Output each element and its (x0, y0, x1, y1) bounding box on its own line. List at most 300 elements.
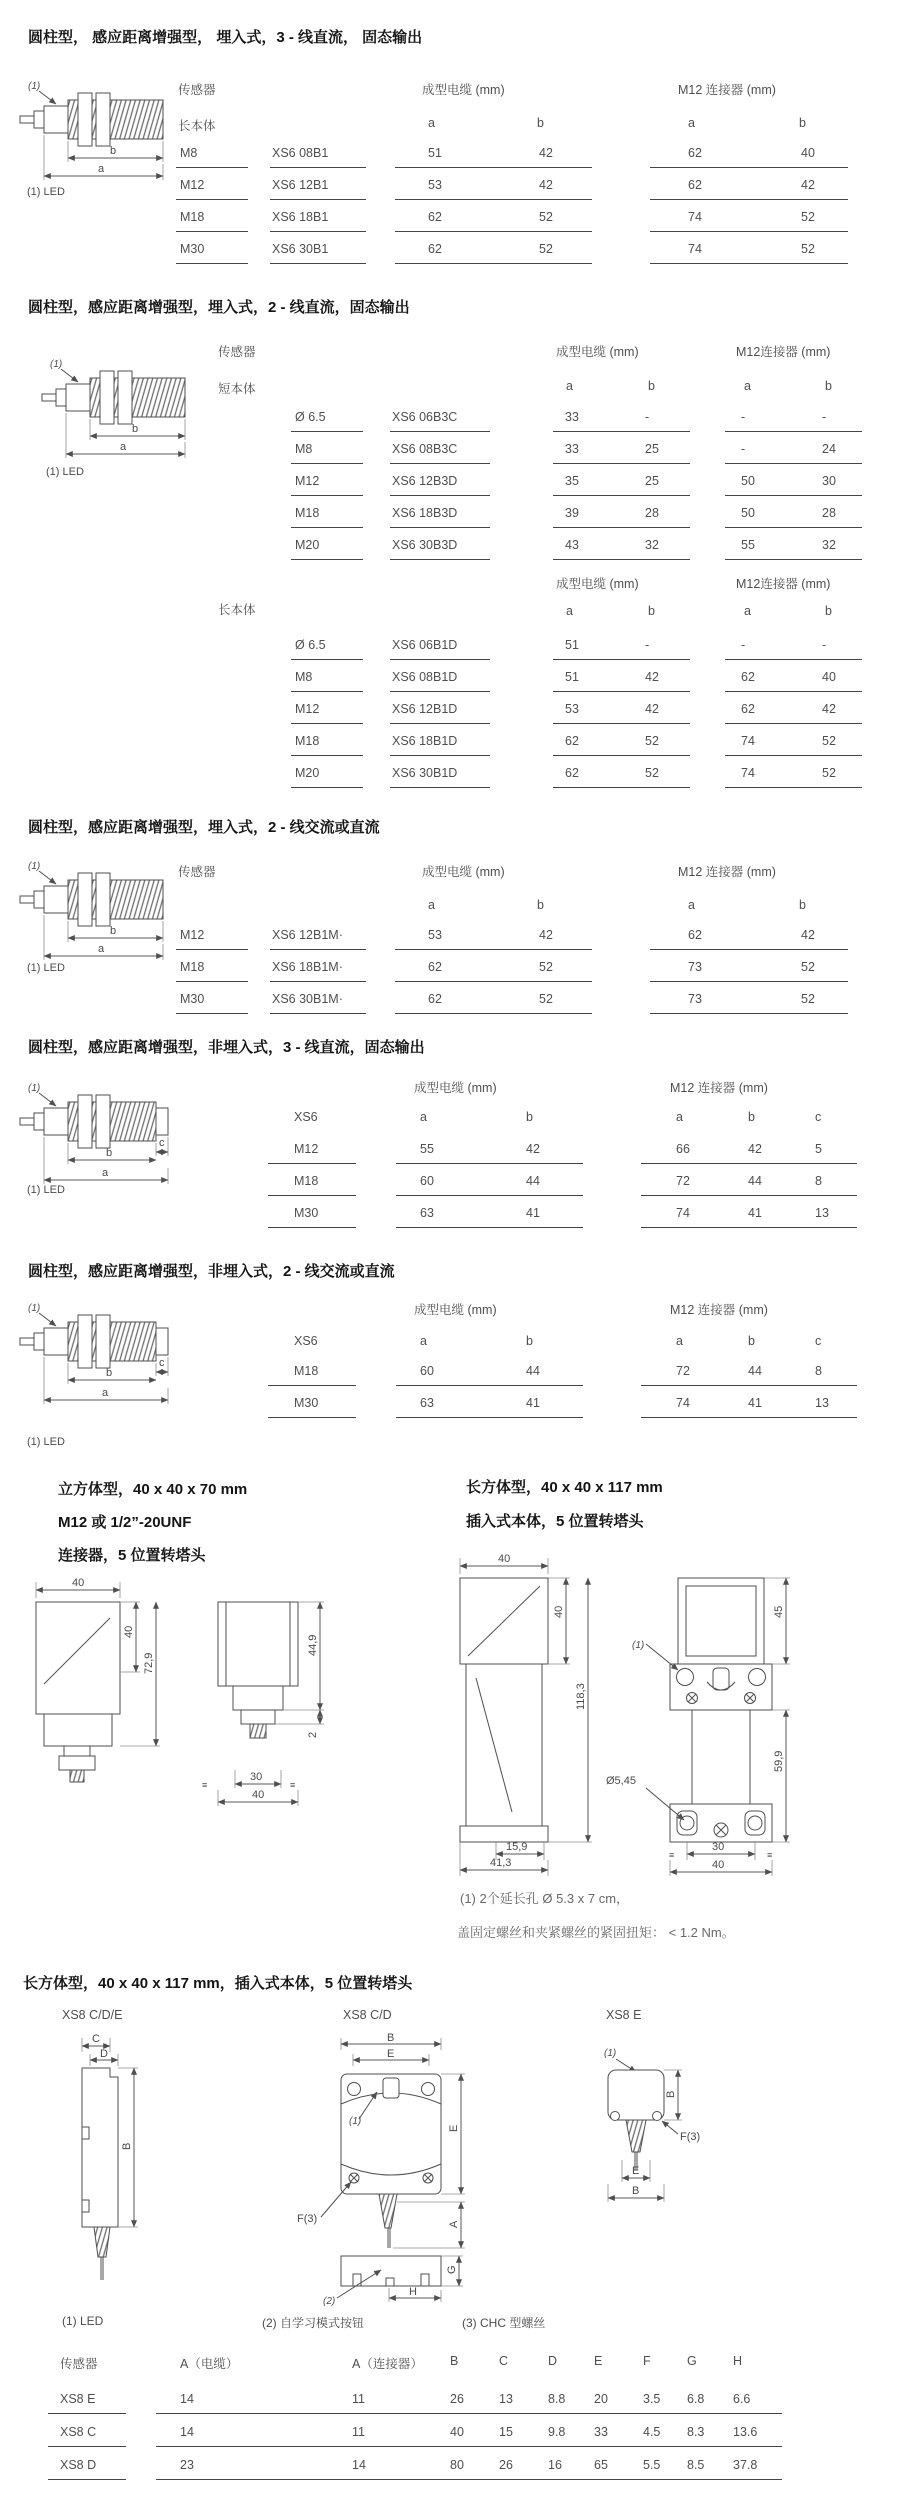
table-cell: XS6 18B1M· (270, 956, 366, 982)
cable-group (396, 1170, 583, 1196)
table-cell: 41 (748, 1206, 762, 1220)
column-header-b: b (648, 604, 655, 618)
table-cell: XS6 30B1M· (270, 988, 366, 1014)
table-cell: 63 (420, 1396, 434, 1410)
column-header-a: a (688, 898, 695, 912)
table-cell: M18 (291, 730, 363, 756)
variant-label: XS8 C/D (343, 2008, 392, 2022)
svg-text:30: 30 (250, 1771, 263, 1783)
table-cell: 52 (822, 766, 836, 780)
table-cell: 53 (428, 178, 442, 192)
svg-text:B: B (632, 2185, 640, 2197)
cable-group (553, 762, 690, 788)
table-cell: 53 (565, 702, 579, 716)
variant-label: XS8 C/D/E (62, 2008, 123, 2022)
table-cell: 52 (822, 734, 836, 748)
table-row (0, 634, 900, 666)
table-cell: 73 (688, 960, 702, 974)
svg-text:72,9: 72,9 (143, 1652, 155, 1674)
table-cell: 33 (565, 410, 579, 424)
table-cell: 51 (565, 638, 579, 652)
table-cell: 74 (688, 210, 702, 224)
table-cell: 52 (645, 766, 659, 780)
svg-text:B: B (665, 2090, 677, 2098)
table-cell: 8 (815, 1364, 822, 1378)
table-cell: XS6 08B1D (390, 666, 490, 692)
dimension-group (156, 2421, 782, 2447)
table-cell: 3.5 (643, 2392, 661, 2406)
table-cell: 74 (676, 1396, 690, 1410)
section-title: 圆柱型，感应距离增强型，埋入式，2 - 线交流或直流 (28, 819, 380, 836)
table-cell: XS8 E (48, 2388, 126, 2414)
svg-text:15,9: 15,9 (506, 1841, 528, 1853)
table-cell: - (822, 410, 827, 424)
dimension-group (156, 2388, 782, 2414)
table-cell: 60 (420, 1364, 434, 1378)
table-row (0, 174, 900, 206)
column-header-c: c (815, 1110, 822, 1124)
led-note: (1) LED (27, 1184, 65, 1196)
led-note: (1) LED (27, 186, 65, 198)
table-cell: XS8 C (48, 2421, 126, 2447)
legend-teach-button: (2) 自学习模式按钮 (262, 2316, 365, 2330)
table-row (0, 698, 900, 730)
table-cell: 42 (539, 928, 553, 942)
cable-group (396, 1360, 583, 1386)
table-cell: 26 (450, 2392, 464, 2406)
table-row (0, 534, 900, 566)
connector-group (641, 1138, 857, 1164)
table-s2-short (0, 406, 900, 566)
rectangular-sensor-drawing (450, 1550, 898, 1882)
cable-group (395, 142, 592, 168)
table-cell: XS6 12B1 (270, 174, 366, 200)
svg-text:118,3: 118,3 (575, 1683, 587, 1710)
column-header-sensor: 传感器 (218, 345, 256, 359)
table-cell: 80 (450, 2458, 464, 2472)
svg-text:40: 40 (712, 1859, 725, 1871)
led-note: (1) LED (27, 962, 65, 974)
table-row (0, 406, 900, 438)
svg-text:C: C (92, 2033, 100, 2045)
table-cell: 6.8 (687, 2392, 705, 2406)
table-cell: 11 (352, 2425, 365, 2439)
table-cell: XS6 08B3C (390, 438, 490, 464)
column-header-g: G (687, 2354, 697, 2368)
table-cell: XS6 30B3D (390, 534, 490, 560)
column-header-series: XS6 (294, 1334, 318, 1348)
connector-group (641, 1360, 857, 1386)
table-cell: 63 (420, 1206, 434, 1220)
cable-group (553, 438, 690, 464)
table-cell: 37.8 (733, 2458, 758, 2472)
column-header-a: a (744, 604, 751, 618)
table-cell: M30 (176, 988, 248, 1014)
table-cell: 50 (741, 474, 755, 488)
column-header-a: a (688, 116, 695, 130)
svg-text:59,9: 59,9 (773, 1750, 785, 1772)
column-header-a: a (676, 1334, 683, 1348)
column-header-a: a (428, 116, 435, 130)
table-cell: XS6 06B3C (390, 406, 490, 432)
table-cell: 65 (594, 2458, 608, 2472)
table-cell: M8 (291, 666, 363, 692)
legend-led: (1) LED (62, 2314, 104, 2328)
table-s4 (0, 1138, 900, 1234)
table-cell: 50 (741, 506, 755, 520)
svg-text:E: E (632, 2165, 640, 2177)
table-row (0, 142, 900, 174)
connector-group (650, 924, 848, 950)
table-cell: 6.6 (733, 2392, 751, 2406)
connector-group (641, 1392, 857, 1418)
table-cell: 14 (180, 2425, 194, 2439)
table-cell: Ø 6.5 (291, 406, 363, 432)
column-header-a: a (420, 1334, 427, 1348)
column-header-b: b (825, 379, 832, 393)
table-cell: - (741, 442, 746, 456)
column-header-b: b (526, 1334, 533, 1348)
svg-text:D: D (100, 2048, 108, 2060)
table-cell: 42 (822, 702, 836, 716)
table-cell: 20 (594, 2392, 608, 2406)
table-cell: 72 (676, 1174, 690, 1188)
cable-group (395, 238, 592, 264)
connector-group (650, 174, 848, 200)
table-cell: M8 (176, 142, 248, 168)
table-cell: 74 (741, 766, 755, 780)
column-header-cable: 成型电缆 (mm) (422, 865, 505, 879)
column-header-cable: 成型电缆 (mm) (556, 577, 639, 591)
column-header-d: D (548, 2354, 558, 2368)
table-cell: 62 (428, 960, 442, 974)
connector-group (650, 142, 848, 168)
section-title: 圆柱型，感应距离增强型，非埋入式，2 - 线交流或直流 (28, 1263, 395, 1280)
table-cell: 13 (499, 2392, 513, 2406)
connector-group (725, 730, 862, 756)
column-header-c: c (815, 1334, 822, 1348)
svg-text:40: 40 (252, 1789, 265, 1801)
svg-text:40: 40 (72, 1577, 85, 1589)
svg-text:40: 40 (553, 1605, 565, 1618)
table-cell: M18 (268, 1360, 356, 1386)
svg-text:E: E (387, 2048, 395, 2060)
table-row (0, 924, 900, 956)
legend-chc-screw: (3) CHC 型螺丝 (462, 2316, 546, 2330)
table-row (0, 666, 900, 698)
table-cell: 52 (539, 210, 553, 224)
table-cell: 43 (565, 538, 579, 552)
table-cell: 44 (526, 1364, 540, 1378)
table-cell: 52 (539, 242, 553, 256)
table-cell: 28 (645, 506, 659, 520)
column-header-a-cable: A（电缆） (180, 2357, 239, 2371)
column-header-e: E (594, 2354, 603, 2368)
table-cell: 62 (428, 242, 442, 256)
table-cell: M20 (291, 762, 363, 788)
column-header-cable: 成型电缆 (mm) (414, 1303, 497, 1317)
table-cell: 52 (801, 210, 815, 224)
column-header-b: b (537, 898, 544, 912)
table-row (0, 1170, 900, 1202)
column-header-b: b (799, 116, 806, 130)
cable-group (553, 698, 690, 724)
table-cell: 14 (180, 2392, 194, 2406)
table-cell: - (822, 638, 827, 652)
table-s5 (0, 1360, 900, 1424)
table-row (0, 2421, 900, 2454)
section-title: 圆柱型， 感应距离增强型， 埋入式，3 - 线直流， 固态输出 (28, 29, 423, 46)
table-cell: 74 (688, 242, 702, 256)
column-header-sensor: 传感器 (178, 865, 216, 879)
cable-group (553, 666, 690, 692)
table-cell: XS6 12B1D (390, 698, 490, 724)
section-title: 连接器，5 位置转塔头 (58, 1547, 206, 1564)
column-header-b: b (799, 898, 806, 912)
column-header-connector: M12 连接器 (mm) (678, 83, 776, 97)
table-cell: 8.5 (687, 2458, 705, 2472)
table-cell: 40 (801, 146, 815, 160)
table-cell: 8 (815, 1174, 822, 1188)
table-cell: 74 (741, 734, 755, 748)
table-cell: 44 (748, 1364, 762, 1378)
table-cell: 55 (420, 1142, 434, 1156)
column-header-cable: 成型电缆 (mm) (422, 83, 505, 97)
cable-group (396, 1138, 583, 1164)
table-cell: XS6 06B1D (390, 634, 490, 660)
table-cell: 62 (688, 928, 702, 942)
variant-label: XS8 E (606, 2008, 642, 2022)
table-cell: M30 (268, 1202, 356, 1228)
table-cell: 5 (815, 1142, 822, 1156)
table-row (0, 1360, 900, 1392)
table-cell: 62 (428, 992, 442, 1006)
column-header-body-short: 短本体 (218, 382, 256, 396)
section-title: 插入式本体，5 位置转塔头 (466, 1513, 644, 1530)
column-header-body: 长本体 (178, 119, 216, 133)
table-cell: M30 (268, 1392, 356, 1418)
table-cell: 52 (539, 992, 553, 1006)
connector-group (650, 206, 848, 232)
table-cell: 4.5 (643, 2425, 661, 2439)
table-cell: 15 (499, 2425, 513, 2439)
table-row (0, 2454, 900, 2487)
table-cell: 35 (565, 474, 579, 488)
svg-text:30: 30 (712, 1841, 725, 1853)
table-cell: M18 (176, 956, 248, 982)
table-cell: 42 (801, 178, 815, 192)
xs8e-drawing (578, 2044, 728, 2224)
section-title: 长方体型，40 x 40 x 117 mm (466, 1479, 663, 1496)
table-cell: 72 (676, 1364, 690, 1378)
table-cell: 51 (565, 670, 579, 684)
column-header-connector: M12 连接器 (mm) (678, 865, 776, 879)
svg-text:A: A (448, 2220, 460, 2228)
column-header-cable: 成型电缆 (mm) (556, 345, 639, 359)
column-header-a: a (420, 1110, 427, 1124)
cable-group (553, 470, 690, 496)
connector-group (650, 956, 848, 982)
table-cell: 9.8 (548, 2425, 566, 2439)
table-cell: 44 (526, 1174, 540, 1188)
xs8-side-drawing (72, 2032, 162, 2284)
column-header-connector: M12连接器 (mm) (736, 577, 831, 591)
svg-text:44,9: 44,9 (307, 1634, 319, 1656)
svg-text:E: E (448, 2124, 460, 2132)
table-cell: XS6 12B1M· (270, 924, 366, 950)
table-cell: 62 (741, 670, 755, 684)
table-cell: 33 (565, 442, 579, 456)
table-row (0, 470, 900, 502)
table-cell: M18 (176, 206, 248, 232)
connector-group (725, 698, 862, 724)
table-cell: XS6 30B1D (390, 762, 490, 788)
svg-text:G: G (446, 2265, 458, 2274)
svg-text:H: H (409, 2286, 417, 2298)
column-header-connector: M12 连接器 (mm) (670, 1081, 768, 1095)
table-cell: 32 (822, 538, 836, 552)
table-cell: - (645, 410, 650, 424)
table-cell: 52 (801, 992, 815, 1006)
column-header-b: b (648, 379, 655, 393)
column-header-a-connector: A（连接器） (352, 2357, 423, 2371)
connector-group (650, 988, 848, 1014)
cable-group (553, 730, 690, 756)
drawing-note: (1) 2个延长孔 Ø 5.3 x 7 cm， (460, 1891, 630, 1906)
table-cell: 42 (645, 702, 659, 716)
cable-group (553, 634, 690, 660)
table-row (0, 1392, 900, 1424)
connector-group (641, 1170, 857, 1196)
svg-text:40: 40 (498, 1553, 511, 1565)
table-cell: 24 (822, 442, 836, 456)
cube-sensor-drawing (28, 1574, 378, 1814)
svg-text:B: B (387, 2032, 395, 2044)
table-cell: 42 (526, 1142, 540, 1156)
svg-text:≡: ≡ (290, 1780, 296, 1790)
table-cell: 42 (539, 178, 553, 192)
table-cell: 60 (420, 1174, 434, 1188)
section-title: 立方体型，40 x 40 x 70 mm (58, 1481, 248, 1498)
table-cell: M18 (291, 502, 363, 528)
table-cell: 55 (741, 538, 755, 552)
cable-group (395, 924, 592, 950)
column-header-b: B (450, 2354, 459, 2368)
cable-group (395, 206, 592, 232)
svg-text:(1): (1) (349, 2116, 362, 2127)
table-cell: 41 (748, 1396, 762, 1410)
cable-group (553, 502, 690, 528)
column-header-connector: M12 连接器 (mm) (670, 1303, 768, 1317)
led-note: (1) LED (46, 466, 84, 478)
xs8-front-drawing (293, 2032, 493, 2312)
section-title: 长方体型，40 x 40 x 117 mm，插入式本体，5 位置转塔头 (23, 1975, 413, 1992)
table-cell: XS6 18B3D (390, 502, 490, 528)
svg-text:F(3): F(3) (680, 2131, 701, 2143)
table-cell: XS6 18B1D (390, 730, 490, 756)
table-cell: M12 (268, 1138, 356, 1164)
table-row (0, 502, 900, 534)
column-header-b: b (748, 1110, 755, 1124)
table-cell: - (741, 410, 746, 424)
table-cell: - (645, 638, 650, 652)
table-cell: 52 (801, 242, 815, 256)
table-cell: 74 (676, 1206, 690, 1220)
table-cell: 51 (428, 146, 442, 160)
table-row (0, 2388, 900, 2421)
table-cell: 41 (526, 1396, 540, 1410)
column-header-b: b (537, 116, 544, 130)
section-title: 圆柱型，感应距离增强型，埋入式，2 - 线直流，固态输出 (28, 299, 410, 316)
column-header-b: b (825, 604, 832, 618)
svg-text:(1): (1) (632, 1640, 645, 1651)
connector-group (725, 502, 862, 528)
table-xs8 (0, 2388, 900, 2487)
table-cell: 28 (822, 506, 836, 520)
table-s2-long (0, 634, 900, 794)
svg-text:41,3: 41,3 (490, 1857, 512, 1869)
connector-group (650, 238, 848, 264)
table-cell: - (741, 638, 746, 652)
table-row (0, 238, 900, 270)
table-cell: 25 (645, 442, 659, 456)
drawing-note: 盖固定螺丝和夹紧螺丝的紧固扭矩： < 1.2 Nm。 (457, 1925, 735, 1940)
column-header-c: C (499, 2354, 509, 2368)
table-cell: 40 (450, 2425, 464, 2439)
table-cell: 32 (645, 538, 659, 552)
table-cell: 62 (565, 766, 579, 780)
table-cell: M12 (291, 470, 363, 496)
table-cell: M18 (268, 1170, 356, 1196)
svg-text:45: 45 (773, 1605, 785, 1618)
column-header-sensor: 传感器 (60, 2357, 98, 2371)
table-cell: 39 (565, 506, 579, 520)
column-header-sensor: 传感器 (178, 83, 216, 97)
table-cell: 14 (352, 2458, 366, 2472)
column-header-h: H (733, 2354, 743, 2368)
table-cell: 73 (688, 992, 702, 1006)
svg-text:(1): (1) (604, 2048, 617, 2059)
table-cell: 13.6 (733, 2425, 758, 2439)
table-row (0, 438, 900, 470)
table-row (0, 1138, 900, 1170)
table-row (0, 762, 900, 794)
column-header-body-long: 长本体 (218, 603, 256, 617)
section-title: 圆柱型，感应距离增强型，非埋入式，3 - 线直流，固态输出 (28, 1039, 425, 1056)
table-cell: 42 (645, 670, 659, 684)
table-row (0, 730, 900, 762)
table-cell: XS8 D (48, 2454, 126, 2480)
cable-group (395, 174, 592, 200)
table-cell: 62 (565, 734, 579, 748)
svg-text:F(3): F(3) (297, 2213, 318, 2225)
table-cell: XS6 18B1 (270, 206, 366, 232)
svg-text:B: B (121, 2142, 133, 2150)
dimension-group (156, 2454, 782, 2480)
connector-group (725, 438, 862, 464)
table-s1 (0, 142, 900, 270)
table-cell: 40 (822, 670, 836, 684)
column-header-a: a (566, 604, 573, 618)
column-header-f: F (643, 2354, 651, 2368)
column-header-b: b (526, 1110, 533, 1124)
table-cell: 44 (748, 1174, 762, 1188)
table-cell: XS6 12B3D (390, 470, 490, 496)
table-cell: M12 (176, 924, 248, 950)
table-cell: 5.5 (643, 2458, 661, 2472)
table-s3 (0, 924, 900, 1020)
table-cell: 16 (548, 2458, 562, 2472)
